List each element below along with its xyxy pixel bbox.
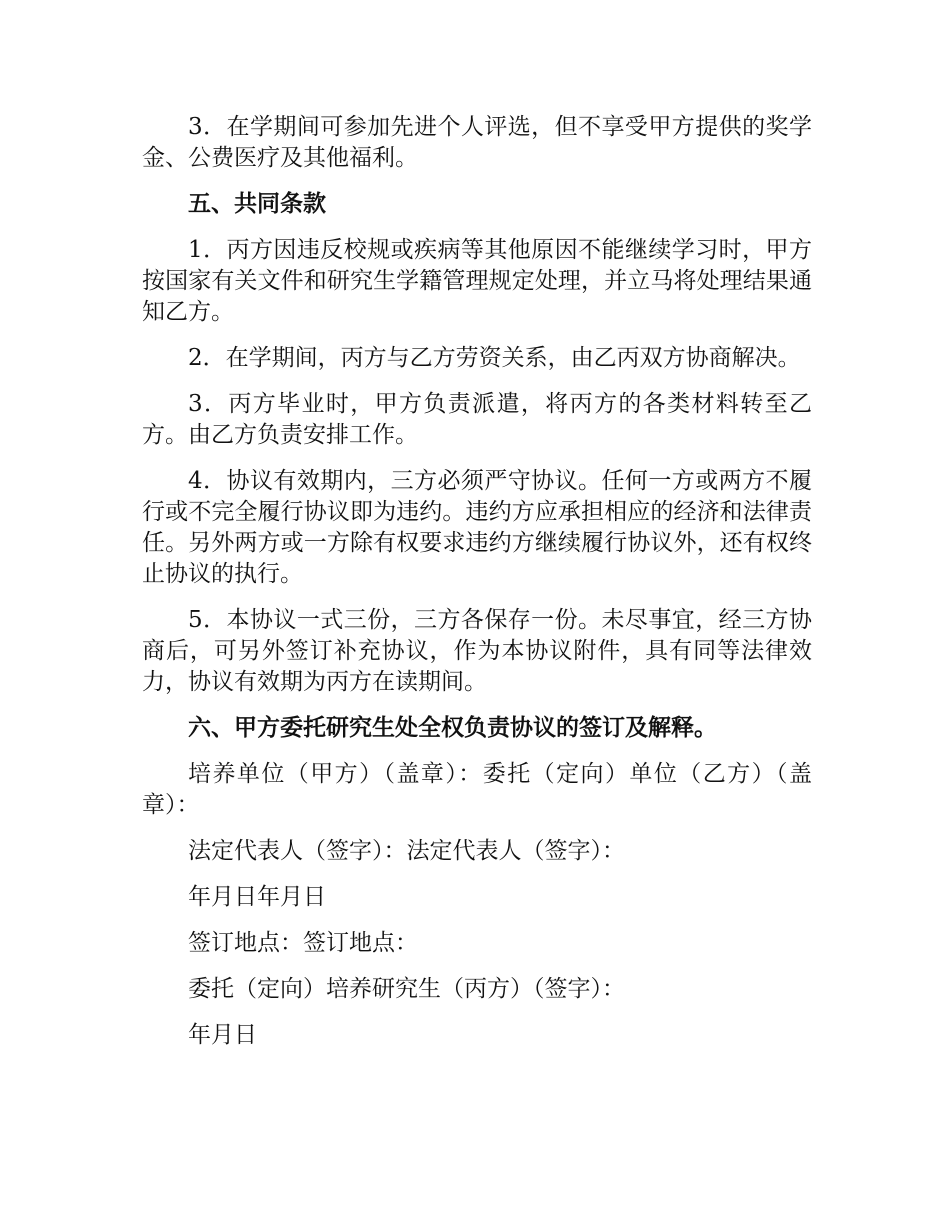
clause-4-3: 3．在学期间可参加先进个人评选，但不享受甲方提供的奖学金、公费医疗及其他福利。 — [142, 114, 812, 171]
clause-5-3: 3．丙方毕业时，甲方负责派遣，将丙方的各类材料转至乙方。由乙方负责安排工作。 — [142, 391, 812, 448]
clause-5-1: 1．丙方因违反校规或疾病等其他原因不能继续学习时，甲方按国家有关文件和研究生学籍管理规定处理，并立马将处理结果通知乙方。 — [142, 237, 812, 325]
signature-units: 培养单位（甲方）（盖章）：委托（定向）单位（乙方）（盖章）： — [142, 761, 812, 818]
signature-representatives: 法定代表人（签字）：法定代表人（签字）： — [188, 838, 625, 864]
signature-dates: 年月日年月日 — [188, 884, 326, 910]
document-body — [142, 112, 812, 1066]
signing-locations: 签订地点：签订地点： — [188, 930, 418, 956]
clause-5-2: 2．在学期间，丙方与乙方劳资关系，由乙丙双方协商解决。 — [188, 345, 801, 371]
section-heading-6: 六、甲方委托研究生处全权负责协议的签订及解释。 — [188, 715, 717, 741]
section-heading-5: 五、共同条款 — [188, 191, 326, 217]
clause-5-4: 4．协议有效期内，三方必须严守协议。任何一方或两方不履行或不完全履行协议即为违约。违约方应承担相应的经济和法律责任。另外两方或一方除有权要求违约方继续履行协议外，还有权终止协议的执行。 — [142, 468, 812, 587]
clause-5-5: 5．本协议一式三份，三方各保存一份。未尽事宜，经三方协商后，可另外签订补充协议，作为本协议附件，具有同等法律效力，协议有效期为丙方在读期间。 — [142, 607, 812, 695]
signature-student-date: 年月日 — [188, 1022, 257, 1048]
signature-student: 委托（定向）培养研究生（丙方）（签字）： — [188, 976, 625, 1002]
